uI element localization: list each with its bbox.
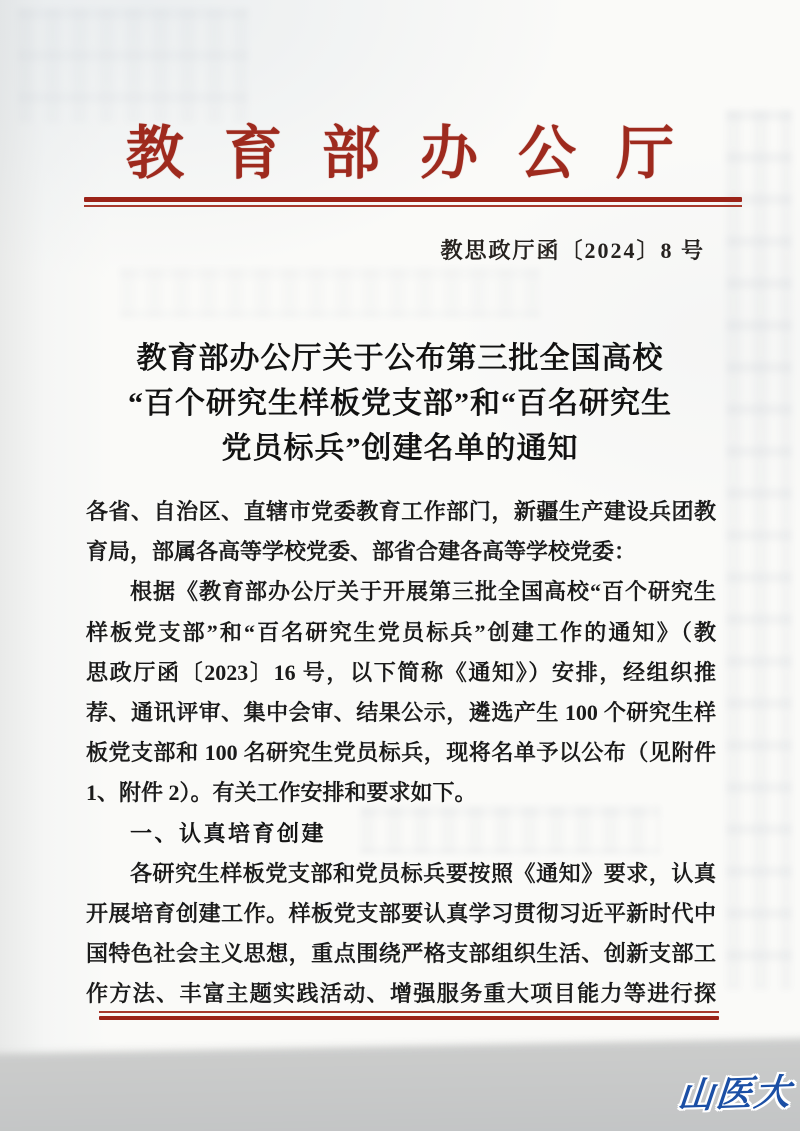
- letterhead-title: 教育部办公厅: [125, 121, 714, 186]
- body-line: 国特色社会主义思想，重点围绕严格支部组织生活、创新支部工: [86, 941, 716, 967]
- body-line: 样板党支部”和“百名研究生党员标兵”创建工作的通知》（教: [86, 619, 716, 645]
- body-line: 作方法、丰富主题实践活动、增强服务重大项目能力等进行探: [86, 981, 716, 1007]
- document-title-line: “百个研究生样板党支部”和“百名研究生: [128, 387, 672, 420]
- rule-thick-line: [99, 1016, 719, 1020]
- body-line: 1、附件 2）。有关工作安排和要求如下。: [86, 780, 477, 806]
- body-line: 育局，部属各高等学校党委、部省合建各高等学校党委：: [86, 539, 637, 565]
- document-title-line: 党员标兵”创建名单的通知: [221, 432, 579, 465]
- body-line: 各研究生样板党支部和党员标兵要按照《通知》要求，认真: [130, 860, 716, 886]
- university-watermark: 山医大: [676, 1071, 795, 1116]
- bleedthrough-noise: [120, 268, 540, 318]
- document-body: [86, 492, 716, 1015]
- letterhead-double-rule: [84, 197, 742, 207]
- bleedthrough-noise: [726, 110, 792, 990]
- document-title: [40, 336, 760, 471]
- body-line: 思政厅函〔2023〕16 号，以下简称《通知》）安排，经组织推: [86, 659, 716, 685]
- body-line: 荐、通讯评审、集中会审、结果公示，遴选产生 100 个研究生样: [86, 700, 716, 726]
- document-title-line: 教育部办公厅关于公布第三批全国高校: [136, 342, 664, 375]
- body-line: 根据《教育部办公厅关于开展第三批全国高校“百个研究生: [130, 579, 716, 605]
- rule-thin-line: [84, 205, 742, 207]
- body-line: 开展培育创建工作。样板党支部要认真学习贯彻习近平新时代中: [86, 901, 716, 927]
- doc-number: 教思政厅函〔2024〕8 号: [440, 238, 705, 263]
- body-line: 板党支部和 100 名研究生党员标兵，现将名单予以公布（见附件: [86, 740, 716, 766]
- body-line: 各省、自治区、直辖市党委教育工作部门，新疆生产建设兵团教: [86, 499, 716, 524]
- section-heading: 一、认真培育创建: [130, 820, 327, 846]
- bleedthrough-noise: [18, 8, 248, 123]
- footer-double-rule: [99, 1011, 719, 1020]
